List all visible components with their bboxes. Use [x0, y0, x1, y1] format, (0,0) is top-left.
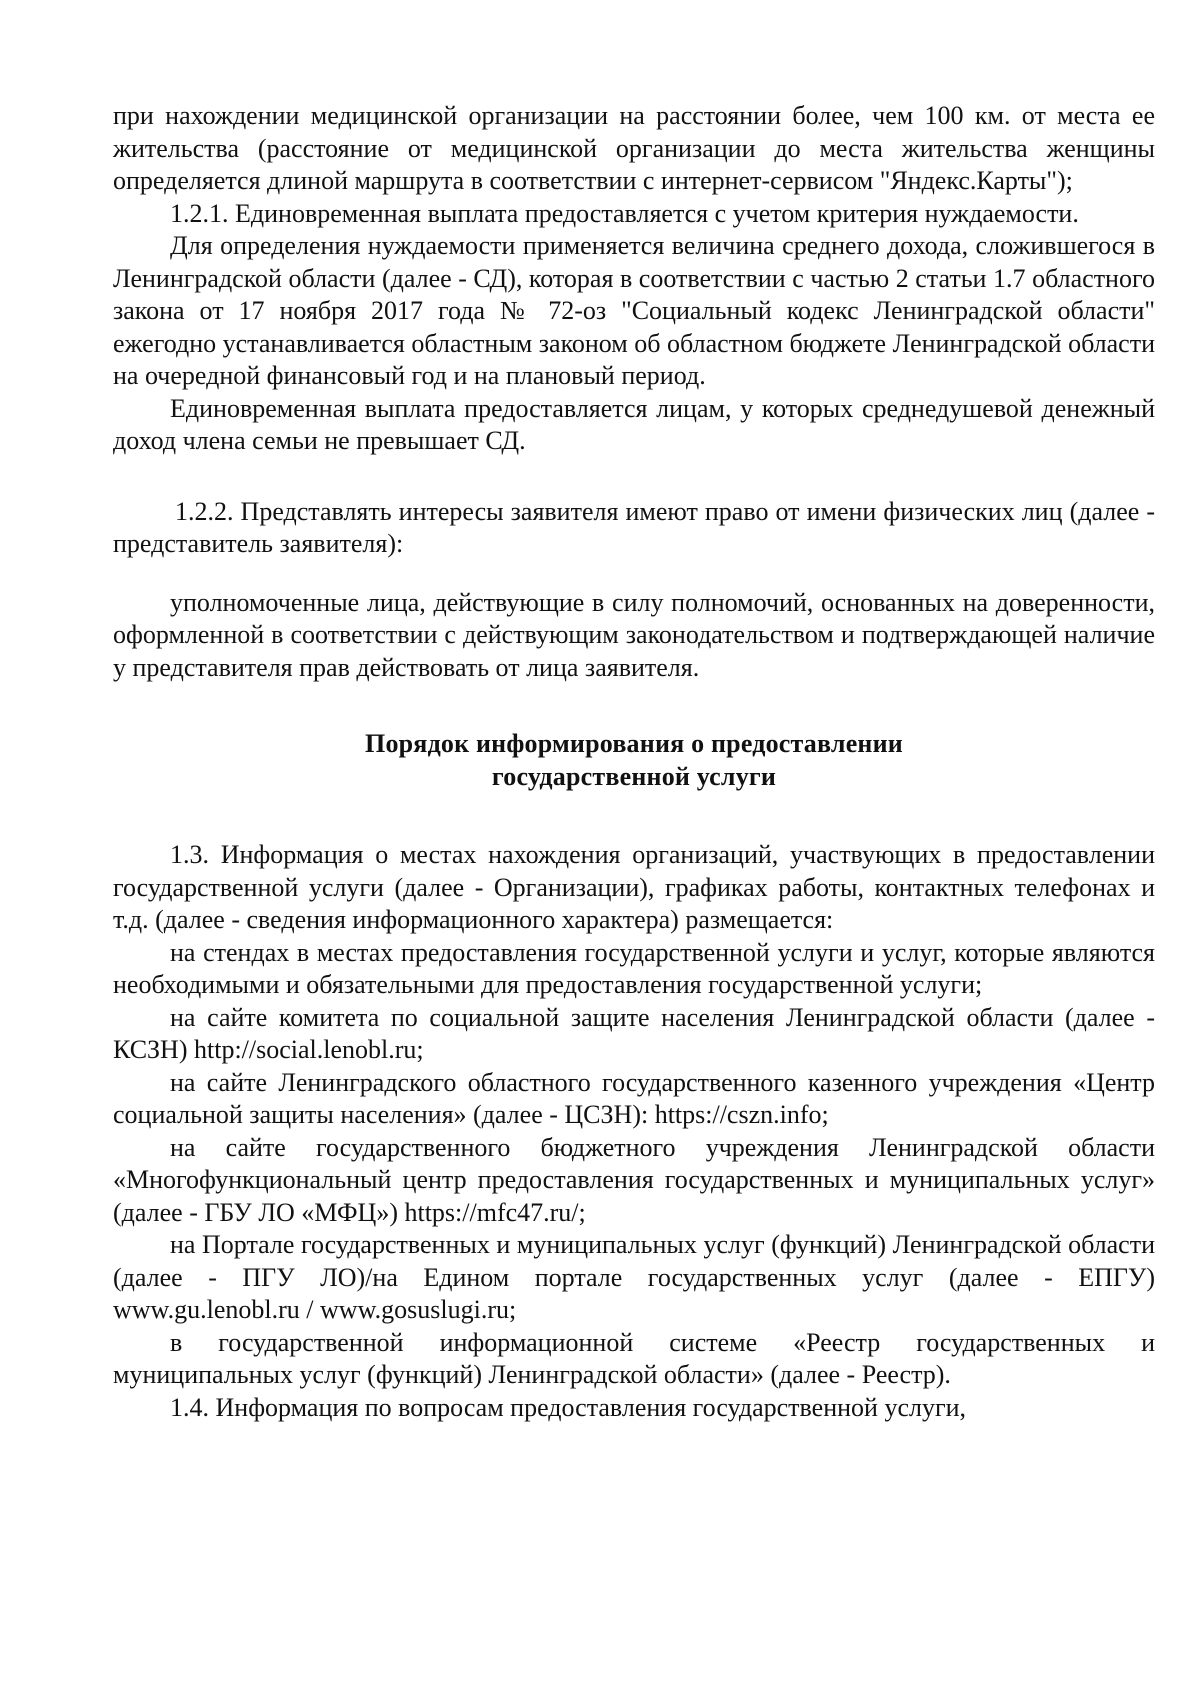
paragraph-payment-eligibility: Единовременная выплата предоставляется лицам, у которых среднедушевой денежный доход члена семьи не превышает СД. [113, 393, 1155, 455]
list-item-stands: на стендах в местах предоставления государственной услуги и услуг, которые являются необходимыми и обязательными для предоставления государственной услуги; [113, 937, 1155, 999]
paragraph-1-4: 1.4. Информация по вопросам предоставления государственной услуги, [170, 1392, 967, 1422]
list-item-registry: в государственной информационной системе «Реестр государственных и муниципальных услуг (функций) Ленинградской области» (далее - Реестр). [113, 1327, 1155, 1389]
paragraph-distance-condition: при нахождении медицинской организации на расстоянии более, чем 100 км. от места ее жительства (расстояние от медицинской организации до места жительства женщины определяется длиной маршрута в соответствии с интернет-сервисом "Яндекс.Карты"); [113, 101, 1155, 195]
paragraph-authorized-persons: уполномоченные лица, действующие в силу полномочий, основанных на доверенности, оформленной в соответствии с действующим законодательством и подтверждающей наличие у представителя прав действовать от лица заявителя. [113, 587, 1155, 682]
document-page [113, 100, 1155, 1424]
section-heading-line-2: государственной услуги [491, 761, 777, 791]
section-heading [113, 728, 1155, 793]
list-item-portal: на Портале государственных и муниципальных услуг (функций) Ленинградской области (далее - ПГУ ЛО)/на Едином портале государственных услуг (далее - ЕПГУ) www.gu.lenobl.ru / www.gosuslugi.ru; [113, 1230, 1155, 1324]
paragraph-need-definition: Для определения нуждаемости применяется величина среднего дохода, сложившегося в Ленинградской области (далее - СД), которая в соответствии с частью 2 статьи 1.7 областного закона от 17 ноября 2017 года № 72-оз "Социальный кодекс Ленинградской области" ежегодно устанавливается областным законом об областном бюджете Ленинградской области на очередной финансовый год и на плановый период. [113, 231, 1155, 390]
section-heading-line-1: Порядок информирования о предоставлении [365, 729, 903, 758]
paragraph-1-3: 1.3. Информация о местах нахождения организаций, участвующих в предоставлении государственной услуги (далее - Организации), графиках работы, контактных телефонах и т.д. (далее - сведения информационного характера) размещается: [113, 840, 1155, 934]
list-item-mfc-site: на сайте государственного бюджетного учреждения Ленинградской области «Многофункциональный центр предоставления государственных и муниципальных услуг» (далее - ГБУ ЛО «МФЦ») https://mfc47.ru/; [113, 1132, 1155, 1227]
paragraph-1-2-2: 1.2.2. Представлять интересы заявителя имеют право от имени физических лиц (далее - представитель заявителя): [113, 496, 1155, 558]
list-item-cszn-site: на сайте Ленинградского областного государственного казенного учреждения «Центр социальной защиты населения» (далее - ЦСЗН): https://cszn.info; [113, 1067, 1155, 1129]
paragraph-1-2-1: 1.2.1. Единовременная выплата предоставляется с учетом критерия нуждаемости. [170, 198, 1079, 228]
list-item-kszn-site: на сайте комитета по социальной защите населения Ленинградской области (далее - КСЗН) http://social.lenobl.ru; [113, 1002, 1155, 1064]
